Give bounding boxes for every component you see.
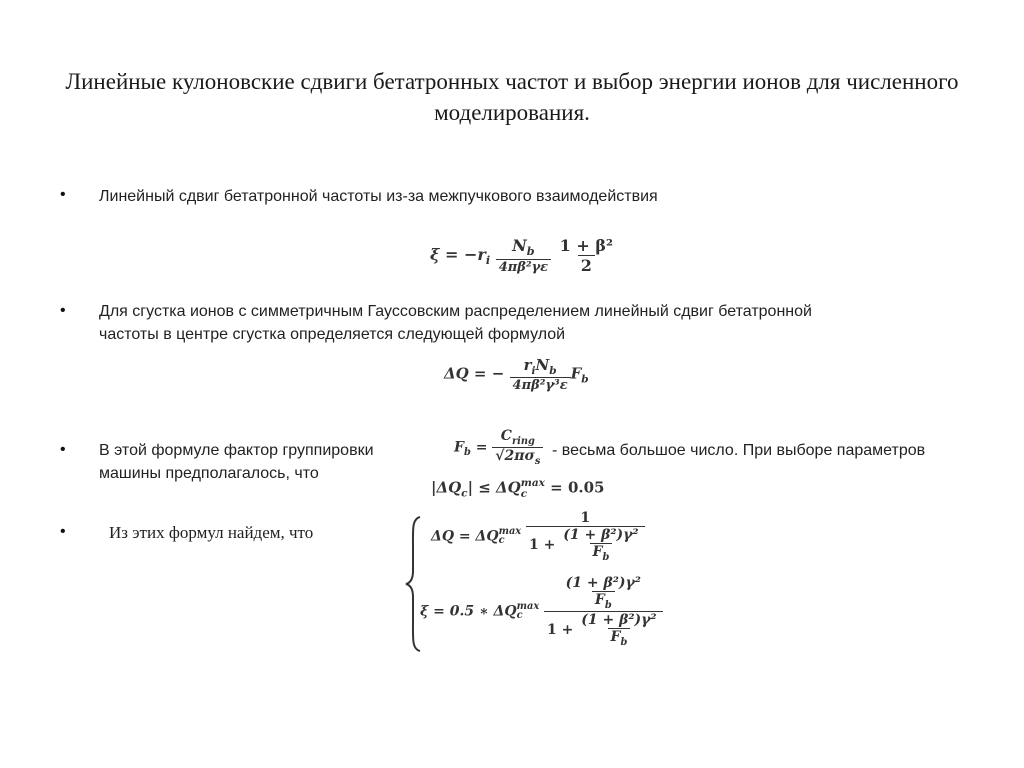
bullet-3-text-before: В этой формуле фактор группировки xyxy=(99,442,374,459)
slide-title: Линейные кулоновские сдвиги бетатронных частот и выбор энергии ионов для численного моделирования. xyxy=(65,69,959,125)
bullet-2-line2: частоты в центре сгустка определяется следующей формулой xyxy=(99,326,566,343)
bullet-3-text-after: - весьма большое число. При выборе параметров xyxy=(552,442,926,459)
bullet-marker: • xyxy=(60,186,66,203)
bullet-marker: • xyxy=(60,523,66,540)
formula-xi: $\xi = -r_i$ $\frac{N_b}{\text{4πβ²γε}}$ $\frac{\text{1 + β²}}{2}$ xyxy=(430,236,613,275)
formula-fb: $F_b$ = $\frac{C_{ring}}{√2\pi\sigma_s}$ xyxy=(454,428,543,467)
bullet-marker: • xyxy=(60,441,66,458)
bullet-1-text: Линейный сдвиг бетатронной частоты из-за межпучкового взаимодействия xyxy=(99,188,658,205)
bullet-4-text: Из этих формул найдем, что xyxy=(109,523,314,542)
formula-system-2: ξ = 0.5 ∗ ΔQ max c $\frac{\text{(1 + β²)γ²}}{F_b}$ 1 + $\frac{\text{(1 + β²)γ²}}{F_b}$ xyxy=(420,575,663,648)
bullet-3-line2: машины предполагалось, что xyxy=(99,465,319,482)
formula-delta-q: ΔQ = − $\frac{r_iN_b}{\text{4πβ²γ³ε}}$ $F_b$ xyxy=(444,356,589,393)
bullet-marker: • xyxy=(60,302,66,319)
formula-system-1: ΔQ = ΔQ max c 1 1 + $\frac{\text{(1 + β²)γ²}}{F_b}$ xyxy=(431,510,645,563)
bullet-2-line1: Для сгустка ионов с симметричным Гауссовским распределением линейный сдвиг бетатронной xyxy=(99,303,812,320)
formula-condition: $|\Delta Q_c| \le \Delta Q$ max c = 0.05 xyxy=(431,477,605,500)
